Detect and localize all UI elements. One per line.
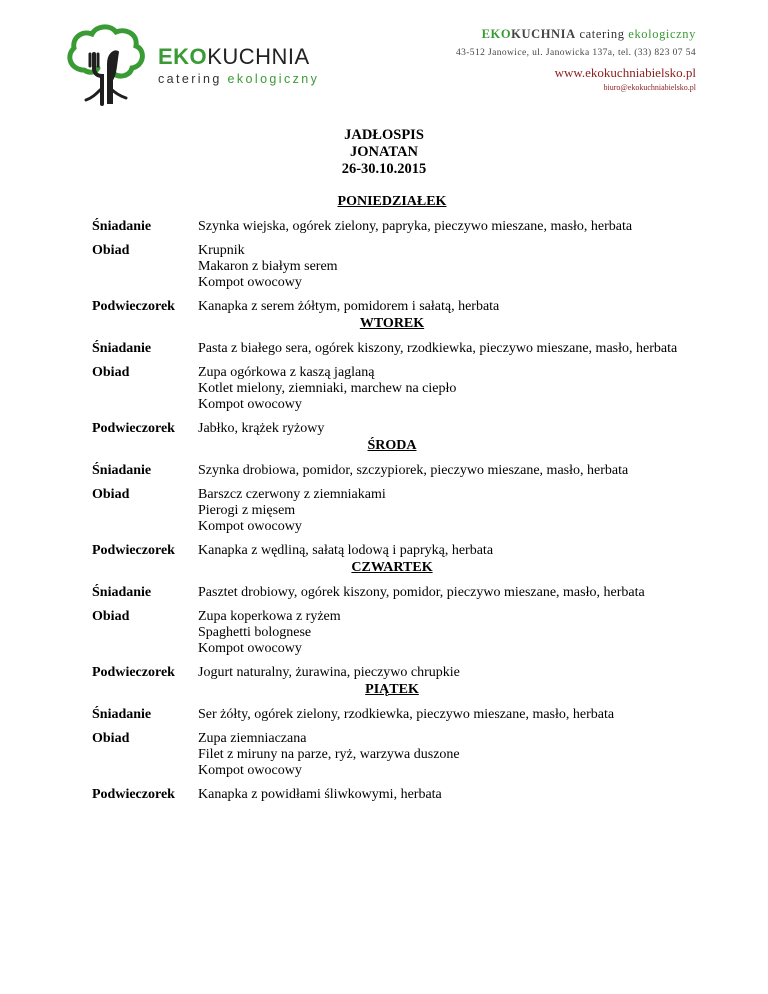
meal-label: Śniadanie xyxy=(92,219,152,234)
meal-item: Kompot owocowy xyxy=(198,397,302,412)
meal-items xyxy=(198,665,692,681)
meal-items xyxy=(198,341,692,357)
meal-row-breakfast xyxy=(92,707,692,723)
meal-label: Podwieczorek xyxy=(92,543,175,558)
contact-catering: catering xyxy=(575,27,629,41)
meal-row-snack xyxy=(92,787,692,803)
meal-row-lunch xyxy=(92,731,692,779)
meal-label: Obiad xyxy=(92,365,130,380)
tree-with-fork-and-knife-icon xyxy=(64,24,154,108)
meal-items xyxy=(198,543,692,559)
day-section-thursday xyxy=(92,560,692,681)
day-title: PONIEDZIAŁEK xyxy=(337,194,447,209)
meal-item: Kanapka z serem żółtym, pomidorem i sałatą, herbata xyxy=(198,299,500,314)
title-group-name: JONATAN xyxy=(350,144,418,160)
day-title: CZWARTEK xyxy=(351,560,433,575)
company-logo xyxy=(64,24,320,108)
day-section-tuesday xyxy=(92,316,692,437)
day-title: PIĄTEK xyxy=(365,682,419,697)
weekly-menu xyxy=(92,194,692,804)
meal-item: Ser żółty, ogórek zielony, rzodkiewka, pieczywo mieszane, masło, herbata xyxy=(198,707,615,722)
meal-item: Kompot owocowy xyxy=(198,763,302,778)
meal-label: Obiad xyxy=(92,243,130,258)
day-title: ŚRODA xyxy=(367,438,417,453)
contact-address: 43-512 Janowice, ul. Janowicka 137a, tel. (33) 823 07 54 xyxy=(455,47,696,58)
meal-item: Filet z miruny na parze, ryż, warzywa duszone xyxy=(198,747,460,762)
meal-item: Barszcz czerwony z ziemniakami xyxy=(198,487,386,502)
brand-name-block xyxy=(158,44,319,86)
meal-row-breakfast xyxy=(92,341,692,357)
meal-items xyxy=(198,299,692,315)
meal-items xyxy=(198,787,692,803)
meal-item: Jogurt naturalny, żurawina, pieczywo chrupkie xyxy=(198,665,460,680)
tagline-plain: catering xyxy=(158,72,228,86)
meal-item: Kompot owocowy xyxy=(198,275,302,290)
meal-item: Jabłko, krążek ryżowy xyxy=(198,421,325,436)
meal-item: Zupa ogórkowa z kaszą jaglaną xyxy=(198,365,375,380)
meal-item: Kompot owocowy xyxy=(198,519,302,534)
meal-item: Kanapka z wędliną, sałatą lodową i papryką, herbata xyxy=(198,543,494,558)
meal-label: Śniadanie xyxy=(92,585,152,600)
meal-label: Obiad xyxy=(92,487,130,502)
meal-row-lunch xyxy=(92,487,692,535)
brand-name xyxy=(158,44,319,70)
title-date-range: 26-30.10.2015 xyxy=(341,161,427,177)
meal-item: Zupa ziemniaczana xyxy=(198,731,307,746)
meal-label: Podwieczorek xyxy=(92,665,175,680)
contact-kuchnia: KUCHNIA xyxy=(511,27,576,41)
meal-row-lunch xyxy=(92,365,692,413)
brand-tagline xyxy=(158,72,319,86)
contact-company-name xyxy=(456,28,696,41)
brand-eko: EKO xyxy=(158,44,208,69)
meal-label: Śniadanie xyxy=(92,341,152,356)
meal-row-breakfast xyxy=(92,463,692,479)
day-section-friday xyxy=(92,682,692,803)
meal-item: Kotlet mielony, ziemniaki, marchew na ciepło xyxy=(198,381,457,396)
meal-row-lunch xyxy=(92,609,692,657)
meal-label: Śniadanie xyxy=(92,463,152,478)
meal-label: Podwieczorek xyxy=(92,787,175,802)
meal-items xyxy=(198,731,692,779)
meal-item: Szynka drobiowa, pomidor, szczypiorek, pieczywo mieszane, masło, herbata xyxy=(198,463,629,478)
contact-website-link[interactable]: www.ekokuchniabielsko.pl xyxy=(554,65,696,80)
meal-item: Krupnik xyxy=(198,243,245,258)
meal-item: Kanapka z powidłami śliwkowymi, herbata xyxy=(198,787,442,802)
meal-row-snack xyxy=(92,299,692,315)
contact-ekologiczny: ekologiczny xyxy=(628,27,696,41)
meal-item: Pasta z białego sera, ogórek kiszony, rzodkiewka, pieczywo mieszane, masło, herbata xyxy=(198,341,678,356)
day-title: WTOREK xyxy=(359,316,425,331)
meal-item: Zupa koperkowa z ryżem xyxy=(198,609,341,624)
meal-items xyxy=(198,707,692,723)
menu-title xyxy=(0,127,768,178)
meal-items xyxy=(198,487,692,535)
meal-items xyxy=(198,365,692,413)
meal-items xyxy=(198,219,692,235)
contact-block xyxy=(456,28,696,92)
meal-label: Obiad xyxy=(92,609,130,624)
meal-label: Śniadanie xyxy=(92,707,152,722)
meal-item: Spaghetti bolognese xyxy=(198,625,312,640)
tagline-eko: ekologiczny xyxy=(227,72,320,86)
meal-label: Podwieczorek xyxy=(92,299,175,314)
meal-item: Kompot owocowy xyxy=(198,641,302,656)
contact-eko: EKO xyxy=(481,27,512,41)
meal-row-breakfast xyxy=(92,585,692,601)
meal-label: Obiad xyxy=(92,731,130,746)
meal-row-snack xyxy=(92,665,692,681)
meal-items xyxy=(198,243,692,291)
meal-row-snack xyxy=(92,421,692,437)
meal-item: Szynka wiejska, ogórek zielony, papryka, pieczywo mieszane, masło, herbata xyxy=(198,219,633,234)
meal-items xyxy=(198,463,692,479)
day-section-wednesday xyxy=(92,438,692,559)
meal-items xyxy=(198,609,692,657)
brand-kuchnia: KUCHNIA xyxy=(207,44,310,69)
meal-row-snack xyxy=(92,543,692,559)
meal-item: Makaron z białym serem xyxy=(198,259,338,274)
meal-row-lunch xyxy=(92,243,692,291)
day-section-monday xyxy=(92,194,692,315)
title-jadlospis: JADŁOSPIS xyxy=(344,127,424,143)
meal-items xyxy=(198,585,692,601)
meal-item: Pasztet drobiowy, ogórek kiszony, pomidor, pieczywo mieszane, masło, herbata xyxy=(198,585,645,600)
meal-row-breakfast xyxy=(92,219,692,235)
meal-item: Pierogi z mięsem xyxy=(198,503,296,518)
meal-items xyxy=(198,421,692,437)
meal-label: Podwieczorek xyxy=(92,421,175,436)
contact-email-link[interactable]: biuro@ekokuchniabielsko.pl xyxy=(603,83,696,92)
